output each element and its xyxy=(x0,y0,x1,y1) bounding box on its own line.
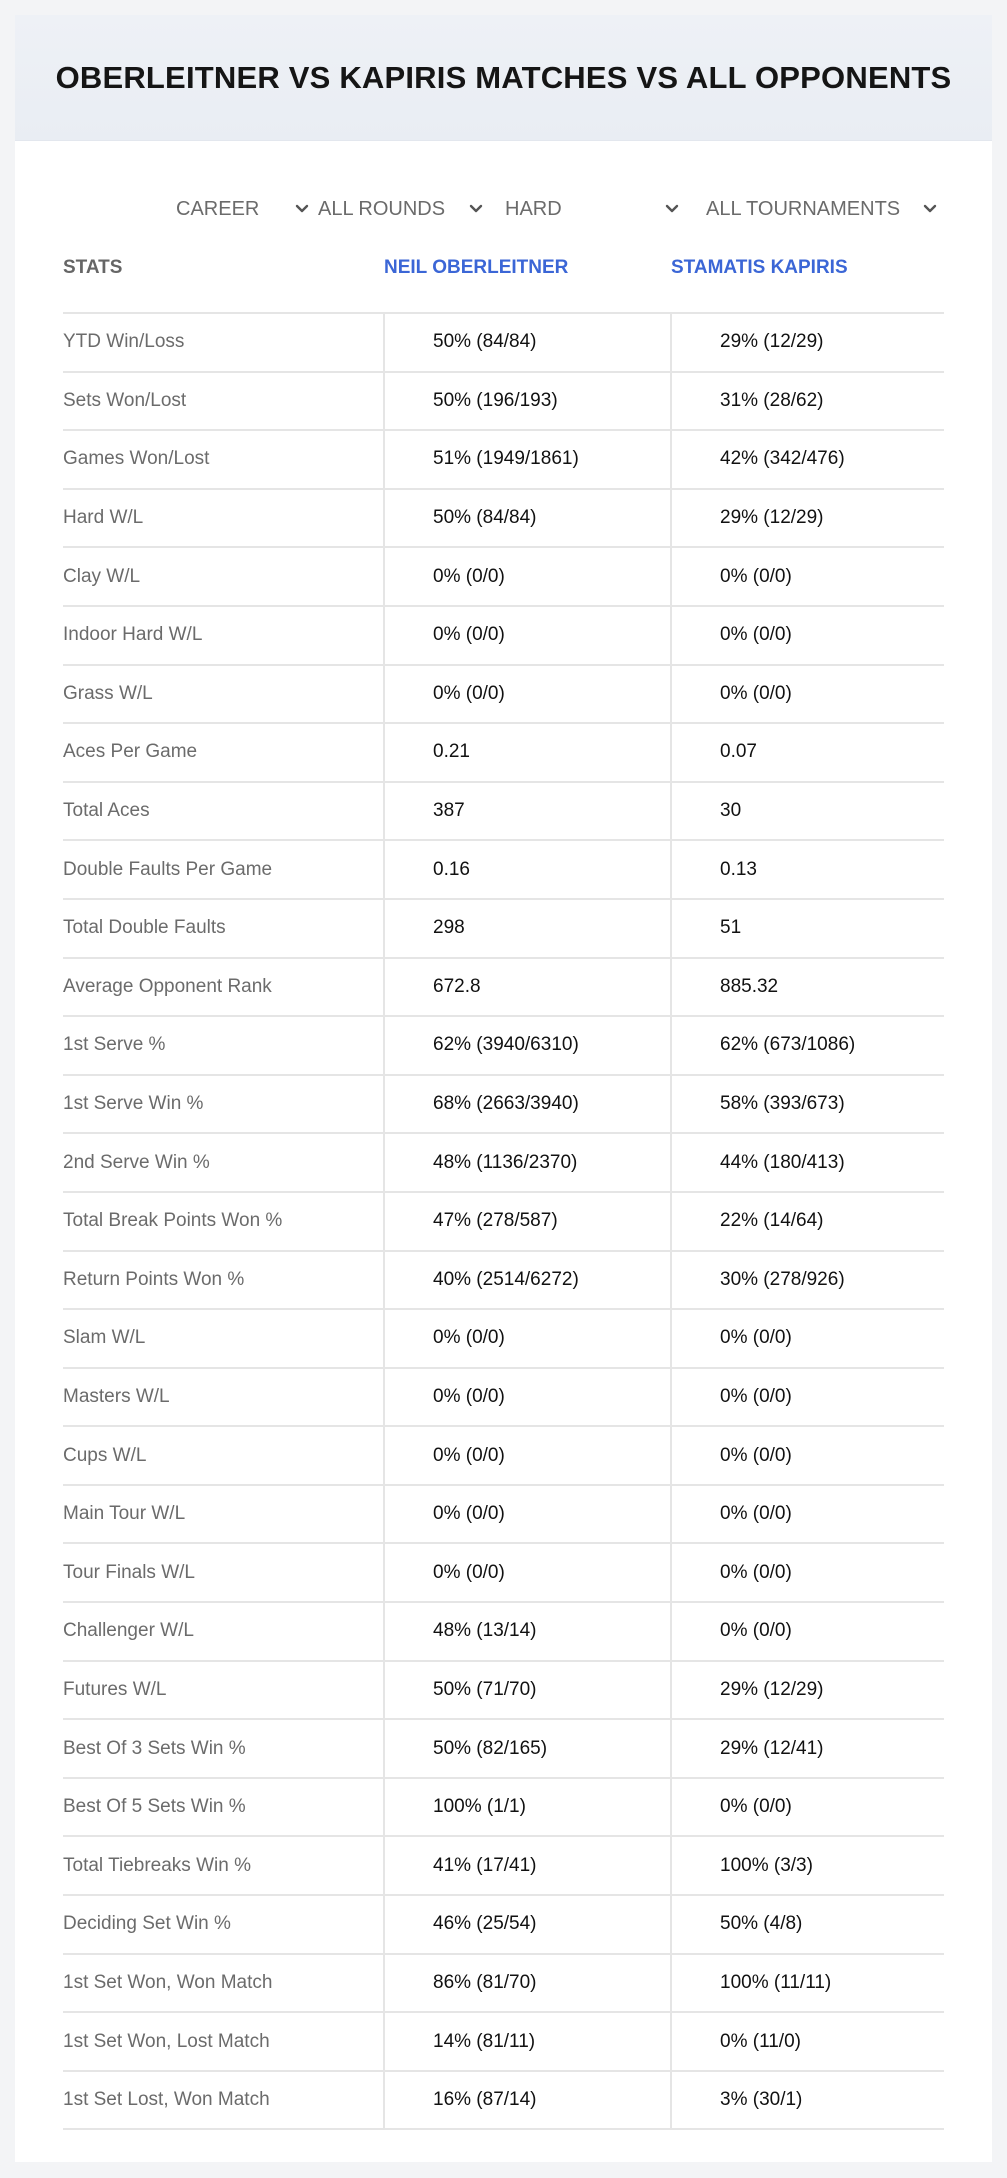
stats-column-header: STATS xyxy=(63,257,123,278)
player1-value: 40% (2514/6272) xyxy=(383,1252,670,1309)
stat-label: Main Tour W/L xyxy=(63,1503,186,1525)
table-row xyxy=(63,1076,944,1135)
tournaments-select-value: ALL TOURNAMENTS xyxy=(706,197,901,220)
table-row xyxy=(63,2072,944,2131)
stat-label: Grass W/L xyxy=(63,682,153,704)
player1-value: 0% (0/0) xyxy=(383,1310,670,1367)
player1-value: 41% (17/41) xyxy=(383,1837,670,1894)
table-row xyxy=(63,314,944,373)
table-row xyxy=(63,1193,944,1252)
table-row xyxy=(63,783,944,842)
table-row xyxy=(63,1955,944,2014)
stats-table xyxy=(63,250,944,2130)
page-header xyxy=(15,15,992,141)
table-row xyxy=(63,1720,944,1779)
tournaments-select[interactable] xyxy=(706,189,938,229)
player2-value: 3% (30/1) xyxy=(670,2072,944,2129)
player1-value: 298 xyxy=(383,900,670,957)
table-row xyxy=(63,2013,944,2072)
player1-value: 387 xyxy=(383,783,670,840)
player1-value: 14% (81/11) xyxy=(383,2013,670,2070)
filter-bar xyxy=(15,189,992,229)
player1-value: 0% (0/0) xyxy=(383,1369,670,1426)
player1-value: 100% (1/1) xyxy=(383,1779,670,1836)
player1-value: 0% (0/0) xyxy=(383,1544,670,1601)
stat-label: Clay W/L xyxy=(63,565,141,587)
chevron-down-icon xyxy=(294,201,310,217)
stat-label: Games Won/Lost xyxy=(63,448,210,470)
player2-value: 29% (12/29) xyxy=(670,1662,944,1719)
table-row xyxy=(63,1779,944,1838)
table-row xyxy=(63,1544,944,1603)
stat-label: 1st Set Lost, Won Match xyxy=(63,2089,270,2111)
stat-label: Slam W/L xyxy=(63,1327,146,1349)
table-row xyxy=(63,841,944,900)
player1-value: 50% (82/165) xyxy=(383,1720,670,1777)
stat-label: Deciding Set Win % xyxy=(63,1913,231,1935)
surface-select-value: HARD xyxy=(505,197,562,220)
player2-value: 29% (12/29) xyxy=(670,490,944,547)
player2-value: 30 xyxy=(670,783,944,840)
stat-label: Aces Per Game xyxy=(63,741,198,763)
table-row xyxy=(63,1310,944,1369)
player2-value: 29% (12/41) xyxy=(670,1720,944,1777)
player2-value: 885.32 xyxy=(670,959,944,1016)
player2-value: 31% (28/62) xyxy=(670,373,944,430)
player1-value: 0% (0/0) xyxy=(383,1486,670,1543)
surface-select[interactable] xyxy=(505,189,680,229)
stat-label: 1st Set Won, Lost Match xyxy=(63,2030,270,2052)
stat-label: Challenger W/L xyxy=(63,1620,194,1642)
table-row xyxy=(63,724,944,783)
player2-value: 0% (11/0) xyxy=(670,2013,944,2070)
page-title: OBERLEITNER VS KAPIRIS MATCHES VS ALL OPPONENTS xyxy=(55,59,952,95)
stat-label: Best Of 3 Sets Win % xyxy=(63,1737,246,1759)
table-row xyxy=(63,1427,944,1486)
stat-label: Total Break Points Won % xyxy=(63,1210,283,1232)
player1-value: 46% (25/54) xyxy=(383,1896,670,1953)
stat-label: Indoor Hard W/L xyxy=(63,624,203,646)
chevron-down-icon xyxy=(664,201,680,217)
player2-value: 22% (14/64) xyxy=(670,1193,944,1250)
table-row xyxy=(63,1134,944,1193)
player2-value: 0.13 xyxy=(670,841,944,898)
table-row xyxy=(63,1017,944,1076)
player2-value: 0% (0/0) xyxy=(670,1779,944,1836)
table-row xyxy=(63,1486,944,1545)
stat-label: Total Double Faults xyxy=(63,917,226,939)
player1-link[interactable]: NEIL OBERLEITNER xyxy=(384,257,569,278)
stat-label: Total Tiebreaks Win % xyxy=(63,1854,251,1876)
table-header xyxy=(63,250,944,314)
table-row xyxy=(63,1896,944,1955)
stat-label: 1st Serve Win % xyxy=(63,1093,204,1115)
player1-value: 47% (278/587) xyxy=(383,1193,670,1250)
chevron-down-icon xyxy=(468,201,484,217)
table-row xyxy=(63,959,944,1018)
player2-value: 100% (3/3) xyxy=(670,1837,944,1894)
stat-label: YTD Win/Loss xyxy=(63,331,185,353)
player2-value: 50% (4/8) xyxy=(670,1896,944,1953)
player2-value: 0% (0/0) xyxy=(670,1427,944,1484)
stat-label: Masters W/L xyxy=(63,1385,170,1407)
player2-value: 0% (0/0) xyxy=(670,1486,944,1543)
player2-value: 0% (0/0) xyxy=(670,1603,944,1660)
stat-label: Futures W/L xyxy=(63,1678,167,1700)
table-body xyxy=(63,314,944,2130)
player2-value: 44% (180/413) xyxy=(670,1134,944,1191)
table-row xyxy=(63,607,944,666)
stat-label: 2nd Serve Win % xyxy=(63,1151,210,1173)
stat-label: Total Aces xyxy=(63,800,150,822)
stat-label: Return Points Won % xyxy=(63,1268,245,1290)
player1-value: 50% (84/84) xyxy=(383,314,670,371)
stat-label: Double Faults Per Game xyxy=(63,858,273,880)
period-select-value: CAREER xyxy=(176,197,260,220)
player1-value: 0.16 xyxy=(383,841,670,898)
player2-value: 42% (342/476) xyxy=(670,431,944,488)
player1-value: 50% (71/70) xyxy=(383,1662,670,1719)
player1-value: 50% (196/193) xyxy=(383,373,670,430)
stat-label: Average Opponent Rank xyxy=(63,975,272,997)
table-row xyxy=(63,1837,944,1896)
stat-label: Tour Finals W/L xyxy=(63,1561,195,1583)
player2-value: 62% (673/1086) xyxy=(670,1017,944,1074)
player2-value: 58% (393/673) xyxy=(670,1076,944,1133)
stat-label: Sets Won/Lost xyxy=(63,389,187,411)
stat-label: 1st Set Won, Won Match xyxy=(63,1971,273,1993)
table-row xyxy=(63,1662,944,1721)
table-row xyxy=(63,666,944,725)
player1-value: 68% (2663/3940) xyxy=(383,1076,670,1133)
table-row xyxy=(63,1252,944,1311)
player2-value: 0% (0/0) xyxy=(670,1310,944,1367)
player1-value: 0.21 xyxy=(383,724,670,781)
table-row xyxy=(63,1369,944,1428)
stat-label: 1st Serve % xyxy=(63,1034,166,1056)
player1-value: 62% (3940/6310) xyxy=(383,1017,670,1074)
rounds-select[interactable] xyxy=(318,189,484,229)
stat-label: Best Of 5 Sets Win % xyxy=(63,1796,246,1818)
period-select[interactable] xyxy=(176,189,310,229)
chevron-down-icon xyxy=(922,201,938,217)
rounds-select-value: ALL ROUNDS xyxy=(318,197,446,220)
player2-value: 0% (0/0) xyxy=(670,1544,944,1601)
player2-value: 0% (0/0) xyxy=(670,1369,944,1426)
player1-value: 86% (81/70) xyxy=(383,1955,670,2012)
table-row xyxy=(63,373,944,432)
table-row xyxy=(63,900,944,959)
player2-value: 0% (0/0) xyxy=(670,607,944,664)
player2-value: 0% (0/0) xyxy=(670,548,944,605)
table-row xyxy=(63,548,944,607)
player2-value: 100% (11/11) xyxy=(670,1955,944,2012)
player2-value: 51 xyxy=(670,900,944,957)
player2-link[interactable]: STAMATIS KAPIRIS xyxy=(671,257,848,278)
player2-value: 0% (0/0) xyxy=(670,666,944,723)
table-row xyxy=(63,490,944,549)
stat-label: Cups W/L xyxy=(63,1444,147,1466)
player2-value: 30% (278/926) xyxy=(670,1252,944,1309)
player1-value: 51% (1949/1861) xyxy=(383,431,670,488)
player1-value: 672.8 xyxy=(383,959,670,1016)
player1-value: 48% (1136/2370) xyxy=(383,1134,670,1191)
player2-value: 0.07 xyxy=(670,724,944,781)
table-row xyxy=(63,1603,944,1662)
stats-card xyxy=(15,15,992,2162)
player1-value: 0% (0/0) xyxy=(383,666,670,723)
table-row xyxy=(63,431,944,490)
player1-value: 0% (0/0) xyxy=(383,607,670,664)
player1-value: 0% (0/0) xyxy=(383,548,670,605)
player1-value: 48% (13/14) xyxy=(383,1603,670,1660)
player2-value: 29% (12/29) xyxy=(670,314,944,371)
player1-value: 16% (87/14) xyxy=(383,2072,670,2129)
stat-label: Hard W/L xyxy=(63,507,144,529)
player1-value: 50% (84/84) xyxy=(383,490,670,547)
player1-value: 0% (0/0) xyxy=(383,1427,670,1484)
